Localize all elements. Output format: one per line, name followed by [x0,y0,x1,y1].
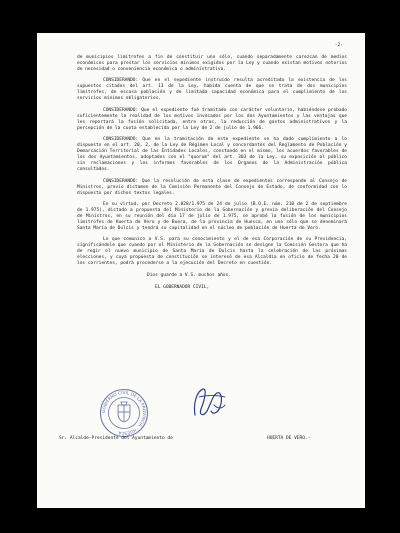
paragraph: CONSIDERANDO: Que el expediente fué tramitado con carácter voluntario, habiéndose probado suficientemente la realidad de los motivos invocados por los dos Ayuntamientos y las ventajas que les reportará la fusión solicitada, entre otras, la reducción de gastos administrativos y la percepción de la cuota establecida por la Ley de 2 de julio de 1.966. [77,107,347,131]
handwritten-signature [187,385,229,423]
recipient-place: HUERTA DE VERO.- [267,436,311,441]
paragraph: CONSIDERANDO: Que la resolución de esta clase de expedientes corresponde al Consejo de Ministros, previo dictamen de la Comisión Permanente del Consejo de Estado, de conformidad con lo dispuesto por dichos textos legales. [77,178,347,196]
document-body [77,55,347,296]
document-page [37,33,365,508]
coat-of-arms-icon [118,402,130,422]
paragraph: En su virtud, por Decreto 2.028/1.975 de 24 de julio (B.O.E. núm. 210 de 2 de septiembre de 1.975), dictado a propuesta del Ministerio de la Gobernación y previa deliberación del Consejo de Ministros, en su reunión del día 17 de julio de 1.975, se aprobó la fusión de los municipios limítrofes de Huerta de Vero y de Buera, de la provincia de Huesca, en uno sólo que se denominará Santa María de Dulcis y tendrá su capitalidad en el núcleo de población de Huerta de Vero. [77,201,347,231]
paragraph: CONSIDERANDO: Que en la tramitación de este expediente se ha dado cumplimiento a lo dispuesto en el art. 20, 2, de la Ley de Régimen Local y concordantes del Reglamento de Población y Demarcación Territorial de las Entidades Locales, constando en el mismo, los acuerdos favorables de los dos Ayuntamientos, adoptados con el "quorum" del art. 303 de la Ley, su exposición al público sin reclamaciones y los informes favorables de los Organos de la Administración pública consultados. [77,137,347,173]
stamp-lettering: GOBIERNO CIVIL DE LA PROVINCIA · HUESCA [100,389,148,437]
paragraph: Lo que comunico a V.S. para su conocimiento y el de esa Corporación de su Presidencia, significándole que cuando por el Ministerio de la Gobernación se designe la Comisión Gestora que ha de regir el nuevo municipio de Santa María de Dulcis hasta la celebración de las próximas elecciones, y cuya propuesta de constitución se interesó de esa Alcaldía en oficio de fecha 20 de los corrientes, podrá procederse a la ejecución del Decreto en cuestión. [77,237,347,267]
recipient-title: Sr. Alcalde-Presidente del Ayuntamiento de [59,436,173,441]
paragraph: CONSIDERANDO: Que en el expediente instruído resulta acreditada la existencia de los supuestos citados del art. 13 de la Ley, habida cuenta de que se trata de dos municipios limítrofes, de escasa población y de limitada capacidad económica para el cumplimiento de los servicios mínimos obligatorios. [77,78,347,102]
signatory-title: EL GOBERNADOR CIVIL, [155,284,210,290]
official-seal-stamp [99,388,149,438]
page-number: -2- [334,43,343,48]
paragraph: de municipios limítrofes a fin de constituir uno sólo, cuando separadamente carezcan de medios económicos para prestar los servicios mínimos exigidos por la Ley y cuando existan motivos notorios de necesidad o conveniencia económica o administrativa. [77,55,347,72]
closing-greeting: Dios guarde a V.S. muchos años. [147,272,231,278]
